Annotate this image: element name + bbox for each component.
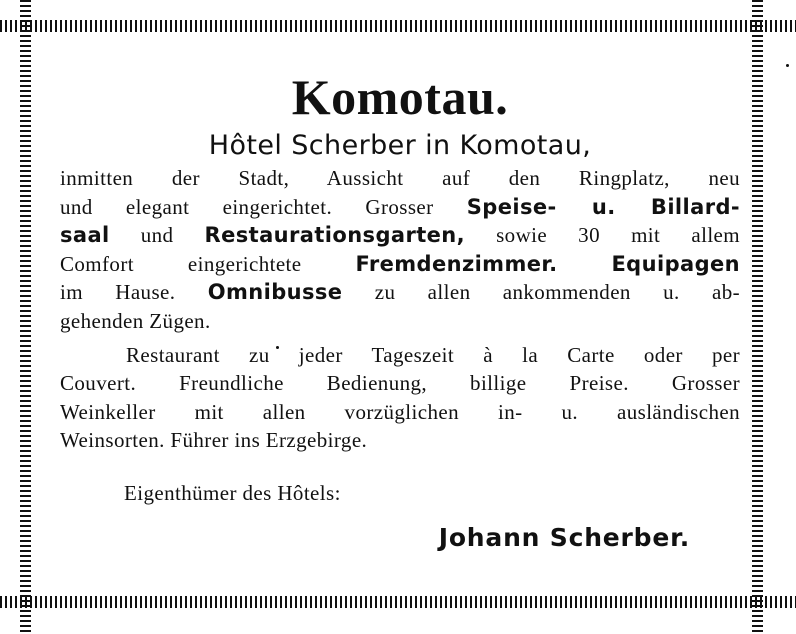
bold-text-run: saal	[60, 223, 110, 248]
text-line	[60, 426, 740, 455]
owner-label: Eigenthümer des Hôtels:	[124, 480, 341, 505]
text-line	[60, 164, 740, 193]
bold-text-run: Omnibusse	[207, 280, 343, 305]
bold-text-run: Fremdenzimmer.	[355, 251, 558, 276]
print-speck	[786, 64, 789, 67]
text-run: Weinsorten. Führer ins Erzgebirge.	[60, 428, 368, 453]
text-line	[60, 341, 740, 370]
text-run: zu allen ankommenden u. ab-	[374, 280, 740, 305]
owner-name: Johann Scherber.	[438, 522, 690, 552]
bold-text-run: Equipagen	[611, 251, 740, 276]
text-run: Comfort eingerichtete	[60, 251, 302, 276]
text-line	[60, 369, 740, 398]
text-line	[60, 193, 740, 222]
left-border-rule	[20, 0, 31, 634]
hotel-subtitle: Hôtel Scherber in Komotau,	[208, 130, 592, 161]
top-border-rule	[0, 20, 796, 32]
text-run: und elegant eingerichtet. Grosser	[60, 194, 434, 219]
bold-text-run: Speise- u. Billard-	[466, 194, 740, 219]
city-title: Komotau.	[291, 69, 509, 125]
text-line	[60, 307, 740, 336]
text-run: Restaurant zu jeder Tageszeit à la Carte oder per	[126, 342, 740, 367]
right-border-rule	[752, 0, 763, 634]
text-run: Weinkeller mit allen vorzüglichen in- u. ausländischen	[60, 399, 740, 424]
advertisement	[60, 68, 740, 554]
text-run: Couvert. Freundliche Bedienung, billige Preise. Grosser	[60, 371, 740, 396]
text-run: sowie 30 mit allem	[496, 223, 741, 248]
text-line	[60, 278, 740, 307]
restaurant-paragraph	[60, 341, 740, 455]
text-run: gehenden Zügen.	[60, 308, 211, 333]
text-run: inmitten der Stadt, Aussicht auf den Ringplatz, neu	[60, 166, 740, 190]
text-line	[60, 221, 740, 250]
text-line	[60, 250, 740, 279]
bottom-border-rule	[0, 596, 796, 608]
text-run: und	[140, 223, 174, 248]
bold-text-run: Restaurationsgarten,	[204, 223, 466, 248]
text-run: im Hause.	[60, 280, 176, 305]
text-line	[60, 398, 740, 427]
description-paragraph	[60, 164, 740, 336]
